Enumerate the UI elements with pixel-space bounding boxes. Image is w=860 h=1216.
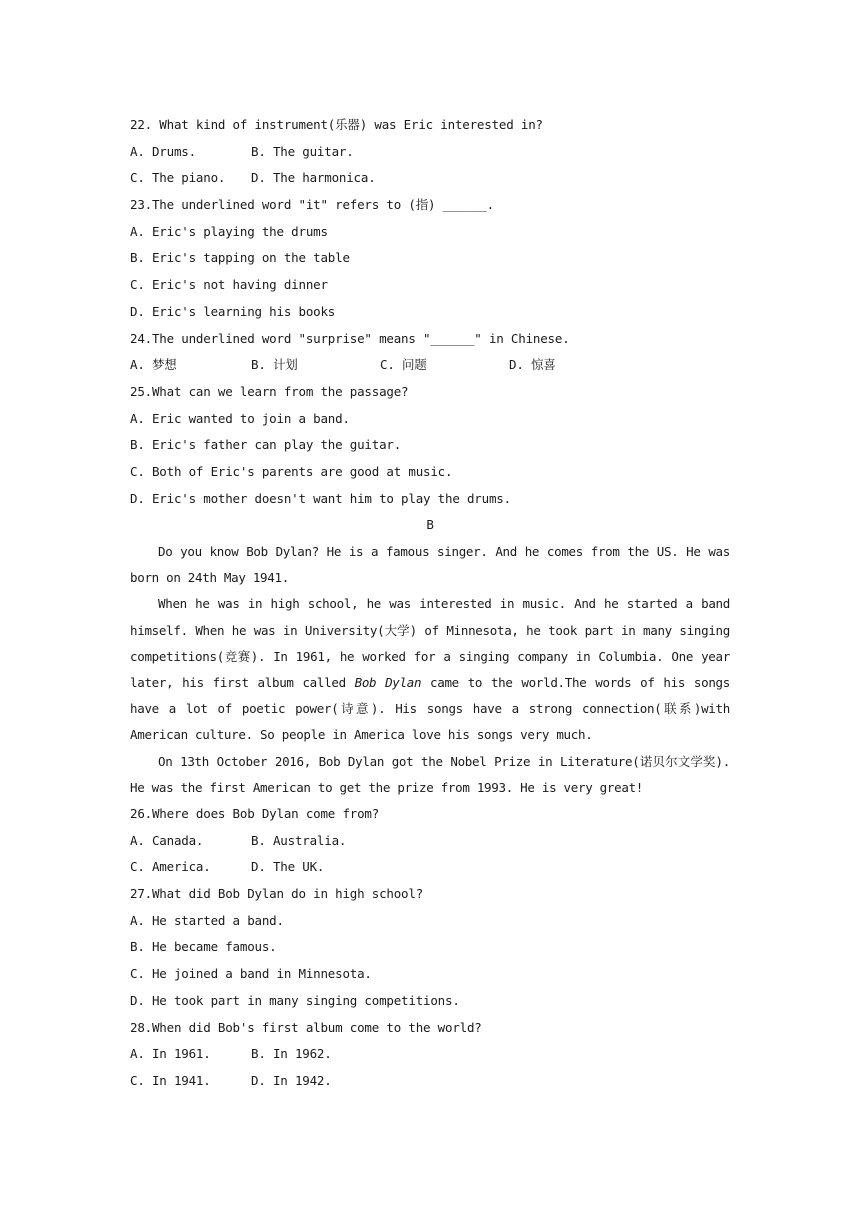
question-24-option-a: A. 梦想 xyxy=(130,357,177,373)
question-23-option-c: C. Eric's not having dinner xyxy=(130,277,328,293)
question-26-option-a: A. Canada. xyxy=(130,832,204,848)
question-23-stem: 23.The underlined word "it" refers to (指) ______. xyxy=(130,197,494,213)
question-22-options-row-1 xyxy=(130,139,730,166)
question-28-option-b: B. In 1962. xyxy=(251,1046,332,1062)
album-title: Bob Dylan xyxy=(354,675,422,691)
question-25-option-b: B. Eric's father can play the guitar. xyxy=(130,437,402,453)
question-22-option-a: A. Drums. xyxy=(130,143,196,159)
worksheet-page xyxy=(130,112,730,1095)
question-26-option-c: C. America. xyxy=(130,859,211,875)
question-22-option-b: B. The guitar. xyxy=(251,143,354,159)
question-25-option-d: D. Eric's mother doesn't want him to play the drums. xyxy=(130,490,511,506)
question-27-option-c: C. He joined a band in Minnesota. xyxy=(130,966,372,982)
question-27-stem: 27.What did Bob Dylan do in high school? xyxy=(130,886,424,902)
question-28-option-a: A. In 1961. xyxy=(130,1046,211,1062)
passage-paragraph-1-text: Do you know Bob Dylan? He is a famous singer. And he comes from the US. He was born on 24th May 1941. xyxy=(130,544,730,586)
question-24-option-d: D. 惊喜 xyxy=(509,357,556,373)
passage-paragraph-1 xyxy=(130,539,730,591)
question-24-options-row xyxy=(130,352,730,379)
question-26-option-d: D. The UK. xyxy=(251,859,325,875)
question-26-options-row-1 xyxy=(130,828,730,855)
question-22-stem: 22. What kind of instrument(乐器) was Eric interested in? xyxy=(130,117,543,132)
question-23-option-b: B. Eric's tapping on the table xyxy=(130,250,350,266)
question-25-stem: 25.What can we learn from the passage? xyxy=(130,383,409,399)
question-22-options-row-2 xyxy=(130,165,730,192)
question-28-options-row-1 xyxy=(130,1041,730,1068)
passage-paragraph-2-text-end: came to the world.The words of his songs have a lot of poetic power(诗意). His songs have a strong connection(联系)with American culture. So people in America love his songs very much. xyxy=(130,675,730,743)
passage-paragraph-3-text: On 13th October 2016, Bob Dylan got the Nobel Prize in Literature(诺贝尔文学奖). He was the first American to get the prize from 1993. He is very great! xyxy=(130,753,730,795)
question-23-option-d: D. Eric's learning his books xyxy=(130,303,336,319)
question-26-options-row-2 xyxy=(130,854,730,881)
question-28-options-row-2 xyxy=(130,1068,730,1095)
question-27-option-b: B. He became famous. xyxy=(130,939,277,955)
question-22-option-c: C. The piano. xyxy=(130,170,226,186)
question-25-option-a: A. Eric wanted to join a band. xyxy=(130,410,350,426)
question-28-option-c: C. In 1941. xyxy=(130,1072,211,1088)
question-28-stem: 28.When did Bob's first album come to the world? xyxy=(130,1019,482,1035)
question-24-option-b: B. 计划 xyxy=(251,357,298,373)
question-24-option-c: C. 问题 xyxy=(380,357,427,373)
section-b-heading: B xyxy=(426,517,434,533)
passage-paragraph-2-text-start: When he was in high school, he was interested in music. And he started a band himself. When he was in University(大学) of Minnesota, he took part in many singing competitions(竞赛). In 1961, he worked for a singing company in Columbia. One year later, his first album called xyxy=(130,596,730,691)
question-23-option-a: A. Eric's playing the drums xyxy=(130,223,328,239)
question-26-stem: 26.Where does Bob Dylan come from? xyxy=(130,806,380,822)
question-22-option-d: D. The harmonica. xyxy=(251,170,376,186)
question-27-option-d: D. He took part in many singing competitions. xyxy=(130,992,460,1008)
question-24-stem: 24.The underlined word "surprise" means "______" in Chinese. xyxy=(130,330,570,346)
passage-paragraph-2 xyxy=(130,591,730,748)
passage-paragraph-3 xyxy=(130,749,730,801)
question-28-option-d: D. In 1942. xyxy=(251,1072,332,1088)
question-25-option-c: C. Both of Eric's parents are good at music. xyxy=(130,463,453,479)
question-27-option-a: A. He started a band. xyxy=(130,912,284,928)
question-26-option-b: B. Australia. xyxy=(251,832,347,848)
